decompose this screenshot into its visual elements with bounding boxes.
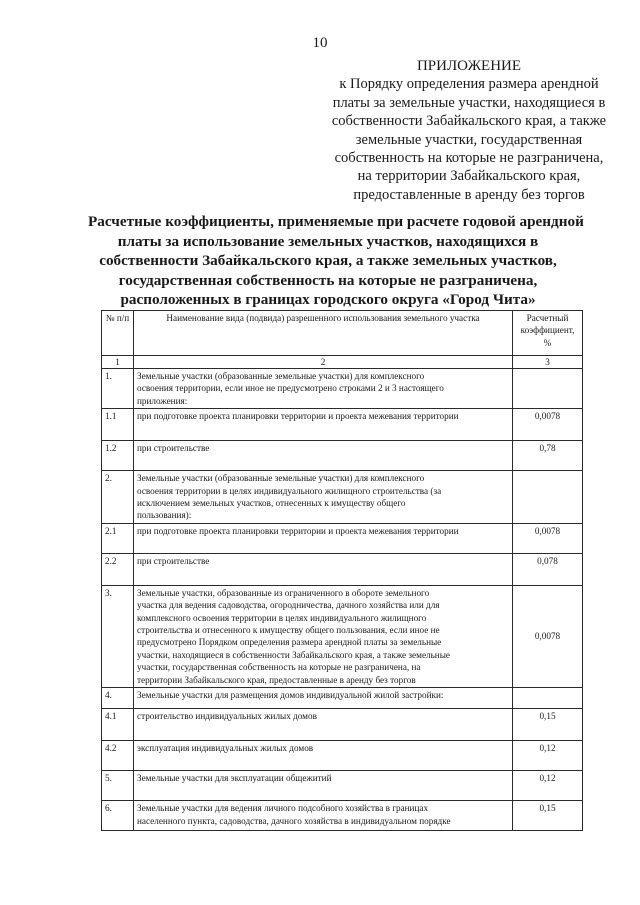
row-value: 0,12 <box>513 771 583 801</box>
row-num: 2.2 <box>102 553 134 585</box>
row-text-line: населенного пункта, садоводства, дачного хозяйства в индивидуальном порядке <box>137 815 451 826</box>
row-name <box>134 709 513 741</box>
table-row <box>102 471 583 524</box>
row-num: 6. <box>102 801 134 831</box>
row-name <box>134 409 513 441</box>
row-name <box>134 741 513 771</box>
row-name <box>134 441 513 471</box>
row-text-line: строительства и отнесенного к имуществу общего пользования, если иное не <box>137 625 440 636</box>
row-text-line: при подготовке проекта планировки территории и проекта межевания территории <box>137 411 459 422</box>
row-num: 1.2 <box>102 441 134 471</box>
row-text-line: Земельные участки для эксплуатации общежитий <box>137 773 332 784</box>
table-row <box>102 369 583 409</box>
row-num: 2.1 <box>102 523 134 553</box>
header-name: Наименование вида (подвида) разрешенного использования земельного участка <box>134 311 513 356</box>
row-text-line: участки, находящиеся в собственности Забайкальского края, а также земельные <box>137 649 450 660</box>
row-value: 0,12 <box>513 741 583 771</box>
row-name <box>134 369 513 409</box>
row-text-line: предусмотрено Порядком определения размера арендной платы за земельные <box>137 637 442 648</box>
row-value: 0,15 <box>513 801 583 831</box>
table-row <box>102 523 583 553</box>
row-text-line: при подготовке проекта планировки территории и проекта межевания территории <box>137 525 459 536</box>
row-value <box>513 688 583 709</box>
table-row <box>102 709 583 741</box>
appendix-block <box>310 57 628 204</box>
row-num: 4.2 <box>102 741 134 771</box>
row-num: 3. <box>102 585 134 687</box>
row-value: 0,0078 <box>513 409 583 441</box>
row-value: 0,15 <box>513 709 583 741</box>
row-num: 5. <box>102 771 134 801</box>
page-number: 10 <box>312 35 328 51</box>
row-text-line: пользования): <box>137 510 192 521</box>
row-num: 4.1 <box>102 709 134 741</box>
row-name <box>134 801 513 831</box>
table-row <box>102 409 583 441</box>
row-text-line: строительство индивидуальных жилых домов <box>137 711 317 722</box>
appendix-line: предоставленные в аренду без торгов <box>353 186 585 203</box>
row-name <box>134 585 513 687</box>
row-text-line: приложения: <box>137 395 188 406</box>
table-row <box>102 801 583 831</box>
row-text-line: эксплуатация индивидуальных жилых домов <box>137 743 314 754</box>
row-value <box>513 369 583 409</box>
title-line: расположенных в границах городского округа «Город Чита» <box>120 291 536 308</box>
table-row <box>102 688 583 709</box>
header-coef: Расчетный коэффициент, % <box>513 311 583 356</box>
row-text-line: комплексного освоения территории в целях индивидуального жилищного <box>137 612 427 623</box>
row-text-line: участка для ведения садоводства, огородничества, дачного хозяйства или для <box>137 600 440 611</box>
appendix-heading: ПРИЛОЖЕНИЕ <box>416 58 522 74</box>
row-value: 0,0078 <box>513 585 583 687</box>
index-cell: 1 <box>102 356 134 369</box>
row-text-line: исключением земельных участков, отнесенных к имуществу общего <box>137 498 406 509</box>
index-cell: 3 <box>513 356 583 369</box>
row-value: 0,0078 <box>513 523 583 553</box>
row-name <box>134 688 513 709</box>
table-index-row <box>102 356 583 369</box>
title-line: Расчетные коэффициенты, применяемые при расчете годовой арендной <box>88 213 584 230</box>
row-text-line: Земельные участки для размещения домов индивидуальной жилой застройки: <box>137 690 444 701</box>
table-row <box>102 741 583 771</box>
row-text-line: участки, государственная собственность на которые не разграничена, на <box>137 662 421 673</box>
row-text-line: освоения территории, если иное не предусмотрено строками 2 и 3 настоящего <box>137 383 444 394</box>
title-line: государственная собственность на которые не разграничена, <box>118 271 538 289</box>
row-text-line: Земельные участки (образованные земельные участки) для комплексного <box>137 473 425 484</box>
appendix-line: платы за земельные участки, находящиеся в <box>332 94 606 111</box>
row-text-line: территории Забайкальского края, предоставленные в аренду без торгов <box>137 674 416 685</box>
table-header-row <box>102 311 583 356</box>
row-name <box>134 523 513 553</box>
row-text-line: Земельные участки для ведения личного подсобного хозяйства в границах <box>137 803 429 814</box>
row-num: 2. <box>102 471 134 524</box>
row-value: 0,078 <box>513 553 583 585</box>
table-row <box>102 771 583 801</box>
appendix-line: собственности Забайкальского края, а также <box>331 113 607 130</box>
row-value: 0,78 <box>513 441 583 471</box>
document-title <box>88 212 584 310</box>
row-text-line: при строительстве <box>137 443 210 454</box>
title-line: платы за использование земельных участков, находящихся в <box>117 232 539 250</box>
table-row <box>102 441 583 471</box>
row-num: 1.1 <box>102 409 134 441</box>
header-num: № п/п <box>102 311 134 356</box>
row-name <box>134 553 513 585</box>
appendix-line: земельные участки, государственная <box>355 131 583 148</box>
table-row <box>102 553 583 585</box>
row-text-line: при строительстве <box>137 555 210 566</box>
appendix-line: на территории Забайкальского края, <box>357 168 581 185</box>
appendix-line: к Порядку определения размера арендной <box>339 76 599 93</box>
row-name <box>134 771 513 801</box>
index-cell: 2 <box>134 356 513 369</box>
row-text-line: освоения территории в целях индивидуального жилищного строительства (за <box>137 485 442 496</box>
coefficients-table <box>101 310 583 831</box>
row-name <box>134 471 513 524</box>
appendix-line: собственность на которые не разграничена, <box>334 150 604 167</box>
row-value <box>513 471 583 524</box>
title-line: собственности Забайкальского края, а также земельных участков, <box>99 252 557 269</box>
row-num: 4. <box>102 688 134 709</box>
table-row <box>102 585 583 687</box>
row-text-line: Земельные участки, образованные из ограниченного в обороте земельного <box>137 587 430 598</box>
row-text-line: Земельные участки (образованные земельные участки) для комплексного <box>137 371 425 381</box>
row-num: 1. <box>102 369 134 409</box>
